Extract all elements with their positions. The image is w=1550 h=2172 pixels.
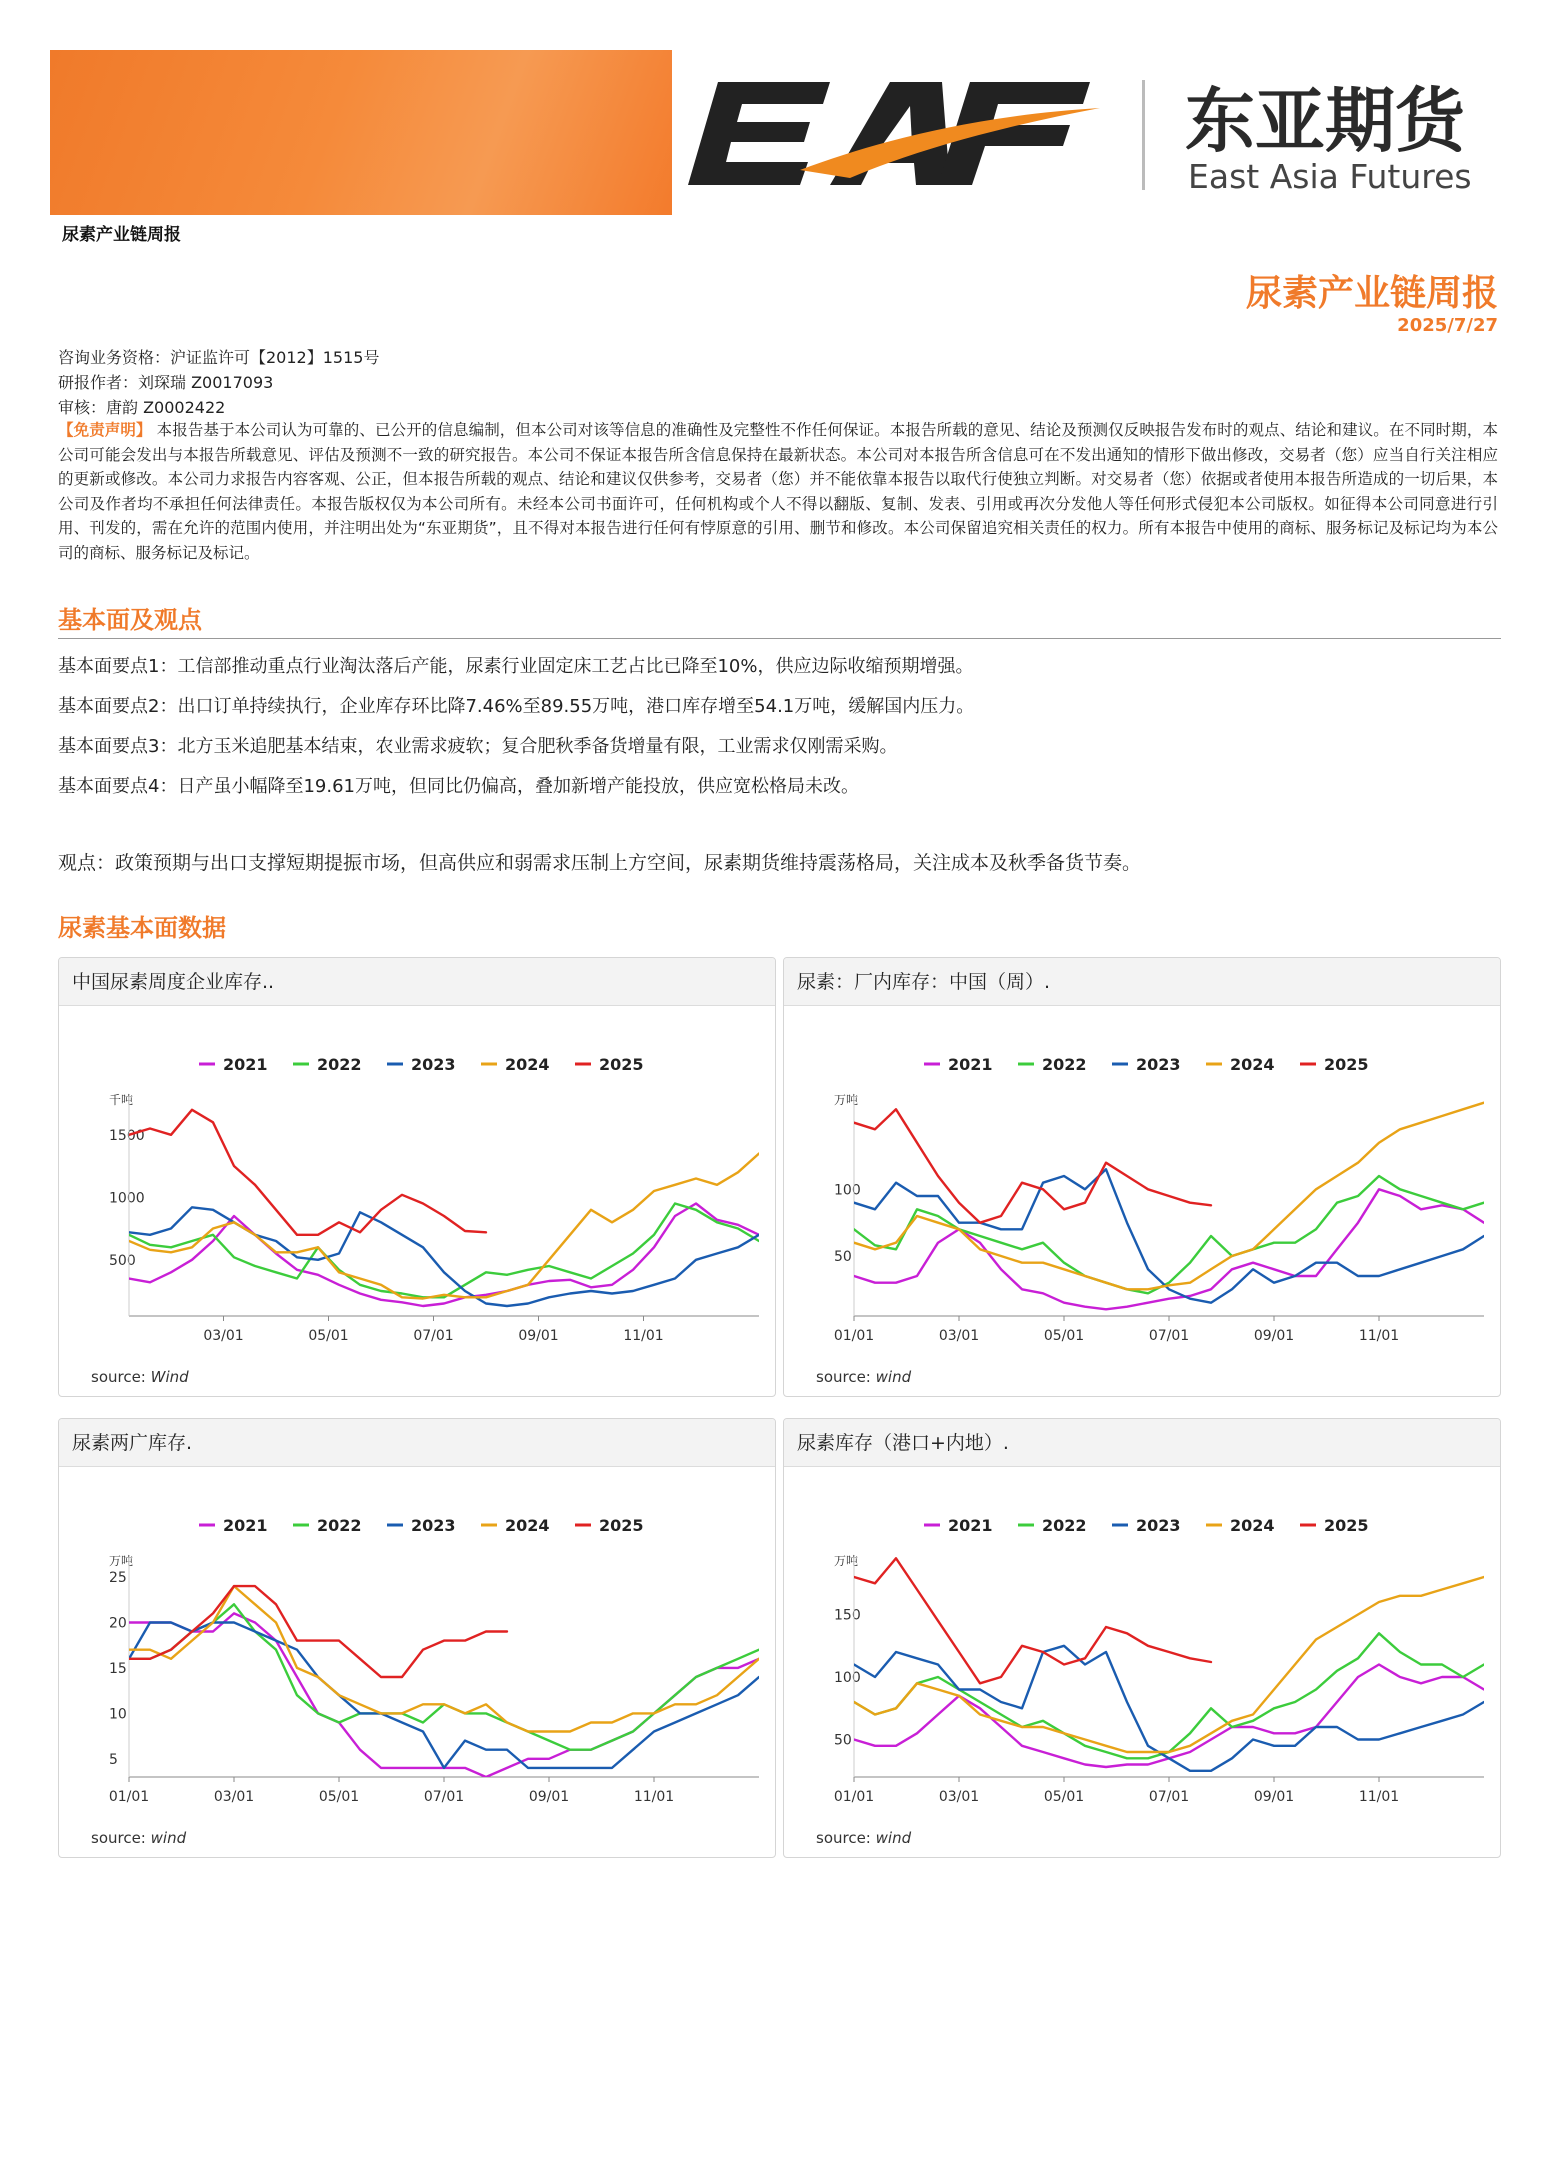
chart-two-guang-inventory	[59, 1467, 776, 1807]
x-tick-label: 01/01	[833, 1789, 875, 1805]
y-tick-label: 15	[109, 1660, 127, 1677]
y-tick-label: 25	[109, 1570, 127, 1586]
report-date: 2025/7/27	[1397, 315, 1498, 336]
legend-label-2023: 2023	[411, 1516, 456, 1535]
y-axis-unit: 万吨	[834, 1554, 859, 1568]
chart-title: 尿素库存（港口+内地）.	[784, 1419, 1500, 1467]
x-tick-label: 09/01	[518, 1328, 559, 1344]
legend-label-2021: 2021	[948, 1055, 993, 1074]
y-tick-label: 50	[834, 1732, 852, 1749]
section-title-data: 尿素基本面数据	[58, 914, 226, 942]
legend-label-2021: 2021	[948, 1516, 993, 1535]
x-tick-label: 11/01	[623, 1328, 664, 1344]
x-tick-label: 07/01	[413, 1328, 454, 1344]
section-divider	[58, 638, 1501, 639]
series-line-2021	[854, 1189, 1484, 1309]
x-tick-label: 07/01	[423, 1789, 465, 1805]
section-title-fundamentals: 基本面及观点	[58, 606, 202, 634]
legend-label-2025: 2025	[599, 1055, 644, 1074]
x-tick-label: 01/01	[108, 1789, 150, 1805]
x-tick-label: 01/01	[833, 1328, 875, 1344]
x-tick-label: 03/01	[213, 1789, 255, 1805]
series-line-2022	[129, 1204, 759, 1298]
y-tick-label: 10	[109, 1706, 127, 1723]
disclaimer	[58, 418, 1498, 565]
legend-label-2024: 2024	[505, 1055, 550, 1074]
y-tick-label: 100	[834, 1670, 861, 1686]
chart-title: 中国尿素周度企业库存..	[59, 958, 775, 1006]
legend-label-2022: 2022	[317, 1516, 362, 1535]
fundamental-point-4: 基本面要点4：日产虽小幅降至19.61万吨，但同比仍偏高，叠加新增产能投放，供应宽松格局未改。	[58, 776, 859, 797]
x-tick-label: 05/01	[1043, 1328, 1085, 1344]
chart-enterprise-inventory	[59, 1006, 776, 1346]
brand-name-cn: 东亚期货	[1185, 80, 1465, 162]
opinion-text: 观点：政策预期与出口支撑短期提振市场，但高供应和弱需求压制上方空间，尿素期货维持震荡格局，关注成本及秋季备货节奏。	[58, 852, 1142, 874]
series-line-2024	[129, 1586, 759, 1731]
x-tick-label: 07/01	[1148, 1328, 1190, 1344]
header-banner	[50, 50, 672, 215]
legend-label-2022: 2022	[1042, 1516, 1087, 1535]
reviewer-line: 审核：唐韵 Z0002422	[58, 398, 226, 417]
y-axis-unit: 千吨	[109, 1093, 134, 1107]
x-tick-label: 09/01	[528, 1789, 570, 1805]
legend-label-2022: 2022	[1042, 1055, 1087, 1074]
chart-panel-factory-inventory	[783, 957, 1501, 1397]
x-tick-label: 03/01	[938, 1328, 980, 1344]
x-tick-label: 11/01	[1358, 1789, 1400, 1805]
y-tick-label: 1500	[109, 1127, 145, 1144]
x-tick-label: 03/01	[203, 1328, 244, 1344]
y-tick-label: 100	[834, 1182, 861, 1199]
legend-label-2022: 2022	[317, 1055, 362, 1074]
disclaimer-tag: 【免责声明】	[58, 421, 152, 439]
chart-panel-port-inland-inventory	[783, 1418, 1501, 1858]
legend-label-2025: 2025	[1324, 1516, 1369, 1535]
legend-label-2025: 2025	[1324, 1055, 1369, 1074]
y-tick-label: 150	[834, 1607, 861, 1624]
chart-factory-inventory	[784, 1006, 1501, 1346]
x-tick-label: 07/01	[1148, 1789, 1190, 1805]
series-line-2023	[129, 1623, 759, 1768]
header-subtitle: 尿素产业链周报	[62, 225, 181, 245]
legend-label-2023: 2023	[1136, 1055, 1181, 1074]
chart-title: 尿素：厂内库存：中国（周）.	[784, 958, 1500, 1006]
chart-source: source: Wind	[91, 1368, 189, 1386]
legend-label-2023: 2023	[411, 1055, 456, 1074]
chart-title: 尿素两广库存.	[59, 1419, 775, 1467]
report-title: 尿素产业链周报	[1245, 273, 1498, 314]
legend-label-2021: 2021	[223, 1516, 268, 1535]
series-line-2025	[129, 1586, 507, 1677]
y-axis-unit: 万吨	[834, 1093, 859, 1107]
legend-label-2024: 2024	[1230, 1055, 1275, 1074]
y-tick-label: 500	[109, 1252, 136, 1269]
series-line-2023	[129, 1207, 759, 1306]
fundamental-point-1: 基本面要点1：工信部推动重点行业淘汰落后产能，尿素行业固定床工艺占比已降至10%，供应边际收缩预期增强。	[58, 656, 974, 677]
x-tick-label: 05/01	[308, 1328, 349, 1344]
x-tick-label: 05/01	[1043, 1789, 1085, 1805]
chart-source: source: wind	[816, 1368, 912, 1386]
x-tick-label: 05/01	[318, 1789, 360, 1805]
eaf-logo-mark	[688, 82, 1100, 185]
author-line: 研报作者：刘琛瑞 Z0017093	[58, 373, 274, 392]
chart-port-inland-inventory	[784, 1467, 1501, 1807]
legend-label-2024: 2024	[505, 1516, 550, 1535]
series-line-2024	[129, 1154, 759, 1299]
y-axis-unit: 万吨	[109, 1554, 134, 1568]
x-tick-label: 11/01	[1358, 1328, 1400, 1344]
chart-source: source: wind	[91, 1829, 187, 1847]
company-logo	[680, 70, 1510, 210]
brand-name-en: East Asia Futures	[1188, 157, 1472, 196]
chart-source: source: wind	[816, 1829, 912, 1847]
fundamental-point-3: 基本面要点3：北方玉米追肥基本结束，农业需求疲软；复合肥秋季备货增量有限，工业需求仅刚需采购。	[58, 736, 898, 757]
legend-label-2021: 2021	[223, 1055, 268, 1074]
chart-panel-guangdong-guangxi-inventory	[58, 1418, 776, 1858]
x-tick-label: 03/01	[938, 1789, 980, 1805]
legend-label-2025: 2025	[599, 1516, 644, 1535]
y-tick-label: 50	[834, 1249, 852, 1265]
legend-label-2023: 2023	[1136, 1516, 1181, 1535]
license-line: 咨询业务资格：沪证监许可【2012】1515号	[58, 348, 380, 367]
y-tick-label: 20	[109, 1615, 127, 1632]
series-line-2025	[854, 1558, 1211, 1683]
x-tick-label: 09/01	[1253, 1789, 1295, 1805]
chart-panel-enterprise-inventory	[58, 957, 776, 1397]
x-tick-label: 11/01	[633, 1789, 675, 1805]
series-line-2021	[129, 1613, 759, 1777]
disclaimer-text: 本报告基于本公司认为可靠的、已公开的信息编制，但本公司对该等信息的准确性及完整性不作任何保证。本报告所载的意见、结论及预测仅反映报告发布时的观点、结论和建议。在不同时期，本公司可能会发出与本报告所载意见、评估及预测不一致的研究报告。本公司不保证本报告所含信息保持在最新状态。本公司对本报告所含信息可在不发出通知的情形下做出修改，交易者（您）应当自行关注相应的更新或修改。本公司力求报告内容客观、公正，但本报告所载的观点、结论和建议仅供参考，交易者（您）并不能依靠本报告以取代行使独立判断。对交易者（您）依据或者使用本报告所造成的一切后果，本公司及作者均不承担任何法律责任。本报告版权仅为本公司所有。未经本公司书面许可，任何机构或个人不得以翻版、复制、发表、引用或再次分发他人等任何形式侵犯本公司版权。如征得本公司同意进行引用、刊发的，需在允许的范围内使用，并注明出处为“东亚期货”，且不得对本报告进行任何有悖原意的引用、删节和修改。本公司保留追究相关责任的权力。所有本报告中使用的商标、服务标记及标记均为本公司的商标、服务标记及标记。	[58, 421, 1498, 562]
fundamental-point-2: 基本面要点2：出口订单持续执行，企业库存环比降7.46%至89.55万吨，港口库存增至54.1万吨，缓解国内压力。	[58, 696, 975, 717]
legend-label-2024: 2024	[1230, 1516, 1275, 1535]
y-tick-label: 1000	[109, 1190, 145, 1207]
y-tick-label: 5	[109, 1751, 118, 1768]
x-tick-label: 09/01	[1253, 1328, 1295, 1344]
series-line-2024	[854, 1577, 1484, 1752]
